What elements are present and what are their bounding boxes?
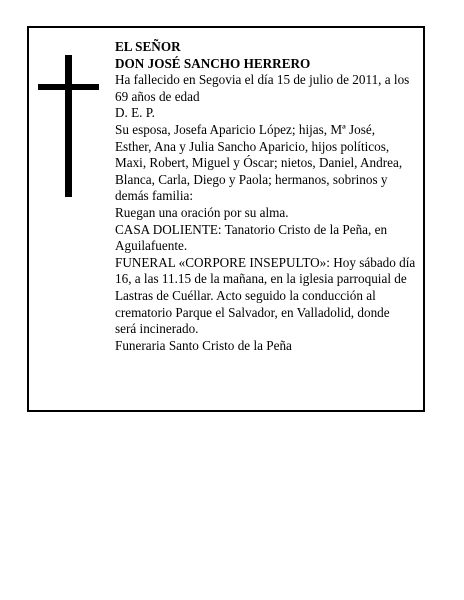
prayer-request: Ruegan una oración por su alma.	[115, 204, 289, 220]
cross-horizontal-bar	[38, 84, 99, 90]
funeral-home-name: Funeraria Santo Cristo de la Peña	[115, 337, 292, 353]
funeral-details: FUNERAL «CORPORE INSEPULTO»: Hoy sábado día 16, a las 11.15 de la mañana, en la iglesia parroquial de Lastras de Cuéllar. Acto seguido la conducción al crematorio Parque el Salvador, en Valladolid, donde será incinerado.	[115, 254, 416, 337]
obituary-text	[115, 39, 429, 354]
rip-text: D. E. P.	[115, 105, 155, 121]
obituary-title: EL SEÑOR	[115, 39, 181, 54]
wake-location: CASA DOLIENTE: Tanatorio Cristo de la Peña, en Aguilafuente.	[115, 221, 388, 254]
family-list: Su esposa, Josefa Aparicio López; hijas, Mª José, Esther, Ana y Julia Sancho Aparicio, hijos políticos, Maxi, Robert, Miguel y Óscar; nietos, Daniel, Andrea, Blanca, Carla, Diego y Paola; hermanos, sobrinos y demás familia:	[115, 121, 403, 204]
death-announcement: Ha fallecido en Segovia el día 15 de julio de 2011, a los 69 años de edad	[115, 72, 410, 104]
cross-vertical-bar	[65, 55, 72, 197]
deceased-name: DON JOSÉ SANCHO HERRERO	[115, 55, 311, 71]
